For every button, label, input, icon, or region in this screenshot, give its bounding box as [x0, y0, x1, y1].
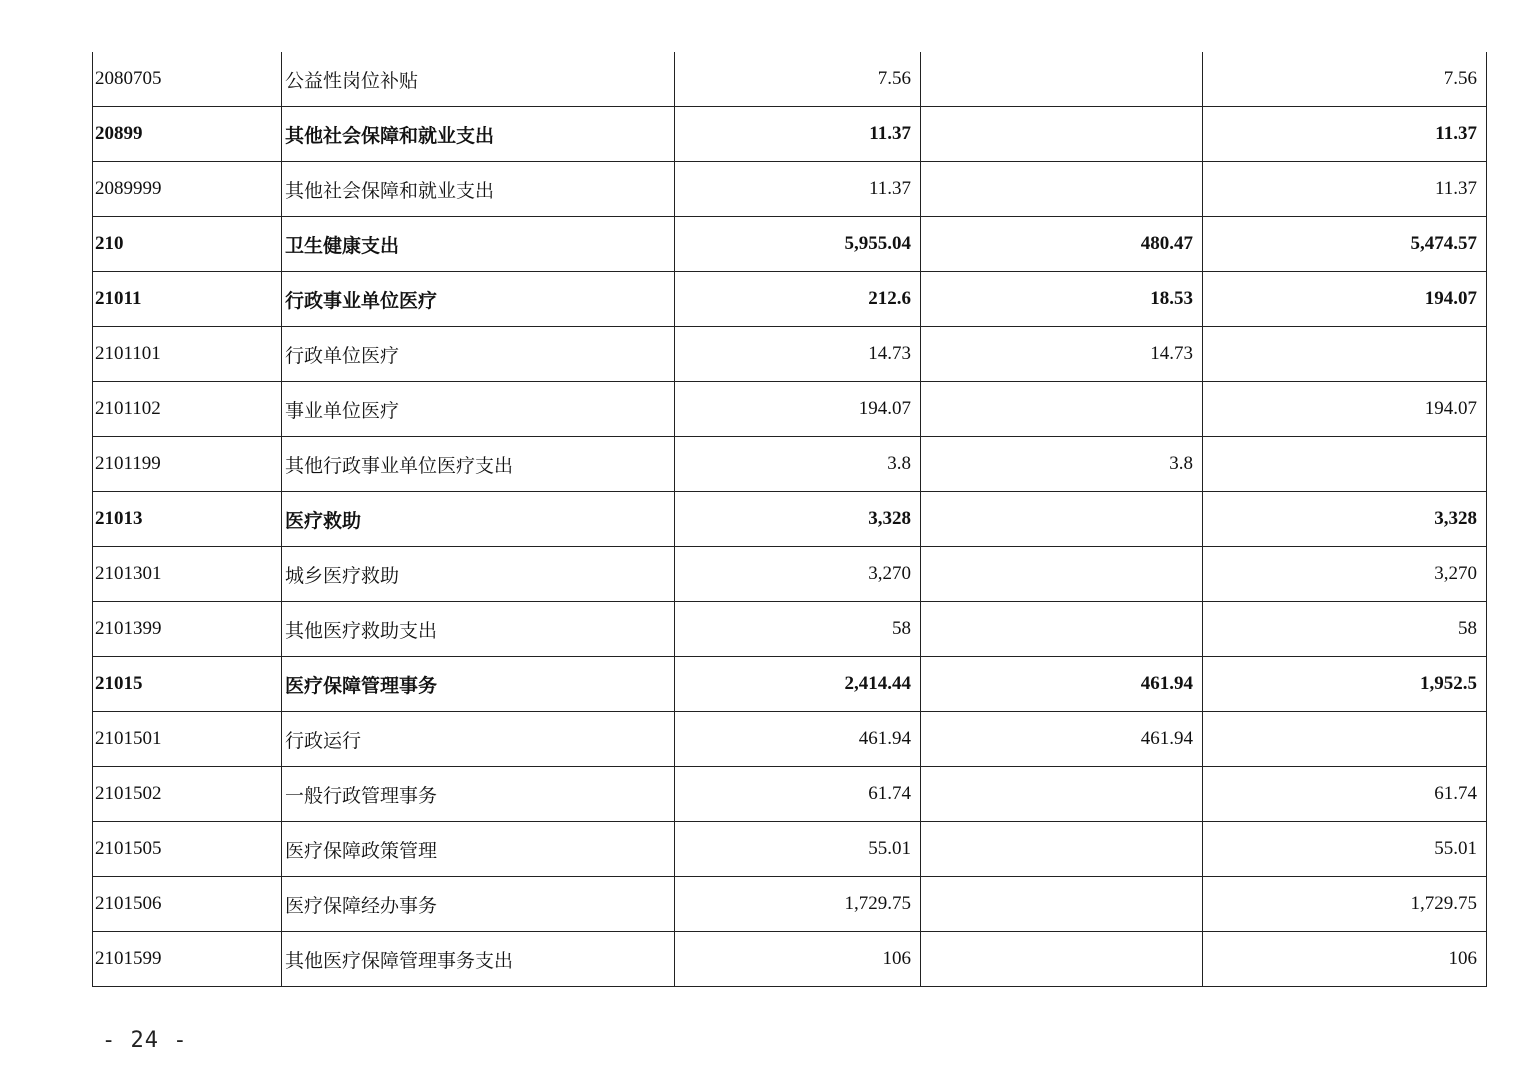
- cell-project: 3,270: [1203, 547, 1487, 602]
- cell-code: 21015: [93, 657, 282, 712]
- cell-total: 58: [675, 602, 921, 657]
- table-row: [93, 767, 1487, 822]
- cell-name: 卫生健康支出: [282, 217, 675, 272]
- cell-code: 210: [93, 217, 282, 272]
- table-row: [93, 877, 1487, 932]
- cell-project: 7.56: [1203, 52, 1487, 107]
- cell-code: 2101505: [93, 822, 282, 877]
- table-row: [93, 932, 1487, 987]
- cell-name: 其他社会保障和就业支出: [282, 107, 675, 162]
- table-row: [93, 602, 1487, 657]
- cell-code: 2101501: [93, 712, 282, 767]
- cell-project: 106: [1203, 932, 1487, 987]
- cell-basic: [921, 107, 1203, 162]
- cell-total: 3.8: [675, 437, 921, 492]
- table-row: [93, 107, 1487, 162]
- table-row: [93, 52, 1487, 107]
- table-row: [93, 657, 1487, 712]
- cell-total: 11.37: [675, 162, 921, 217]
- cell-name: 其他行政事业单位医疗支出: [282, 437, 675, 492]
- cell-basic: 3.8: [921, 437, 1203, 492]
- cell-total: 7.56: [675, 52, 921, 107]
- cell-name: 医疗保障政策管理: [282, 822, 675, 877]
- cell-code: 2101301: [93, 547, 282, 602]
- cell-project: 194.07: [1203, 382, 1487, 437]
- cell-project: 5,474.57: [1203, 217, 1487, 272]
- cell-total: 61.74: [675, 767, 921, 822]
- cell-total: 5,955.04: [675, 217, 921, 272]
- cell-project: 11.37: [1203, 162, 1487, 217]
- page-number: - 24 -: [102, 1028, 188, 1053]
- cell-basic: [921, 52, 1203, 107]
- table-row: [93, 712, 1487, 767]
- cell-total: 1,729.75: [675, 877, 921, 932]
- cell-project: 61.74: [1203, 767, 1487, 822]
- table-row: [93, 382, 1487, 437]
- cell-basic: [921, 382, 1203, 437]
- table-row: [93, 217, 1487, 272]
- cell-basic: [921, 162, 1203, 217]
- cell-name: 公益性岗位补贴: [282, 52, 675, 107]
- cell-basic: [921, 602, 1203, 657]
- cell-name: 医疗保障经办事务: [282, 877, 675, 932]
- cell-code: 20899: [93, 107, 282, 162]
- cell-basic: [921, 877, 1203, 932]
- cell-code: 2101399: [93, 602, 282, 657]
- budget-table-body: [93, 52, 1487, 987]
- cell-project: 1,729.75: [1203, 877, 1487, 932]
- cell-project: 58: [1203, 602, 1487, 657]
- cell-project: [1203, 712, 1487, 767]
- cell-name: 其他医疗救助支出: [282, 602, 675, 657]
- cell-total: 14.73: [675, 327, 921, 382]
- cell-total: 3,328: [675, 492, 921, 547]
- cell-code: 2101101: [93, 327, 282, 382]
- table-row: [93, 437, 1487, 492]
- table-row: [93, 547, 1487, 602]
- cell-project: [1203, 327, 1487, 382]
- cell-basic: 480.47: [921, 217, 1203, 272]
- cell-project: 3,328: [1203, 492, 1487, 547]
- cell-basic: [921, 767, 1203, 822]
- cell-name: 一般行政管理事务: [282, 767, 675, 822]
- cell-basic: [921, 932, 1203, 987]
- cell-project: 11.37: [1203, 107, 1487, 162]
- cell-name: 医疗救助: [282, 492, 675, 547]
- cell-project: 194.07: [1203, 272, 1487, 327]
- cell-name: 医疗保障管理事务: [282, 657, 675, 712]
- cell-name: 行政事业单位医疗: [282, 272, 675, 327]
- cell-project: [1203, 437, 1487, 492]
- cell-name: 行政运行: [282, 712, 675, 767]
- cell-name: 其他社会保障和就业支出: [282, 162, 675, 217]
- cell-code: 2101199: [93, 437, 282, 492]
- cell-code: 2101502: [93, 767, 282, 822]
- cell-total: 11.37: [675, 107, 921, 162]
- table-row: [93, 327, 1487, 382]
- cell-basic: [921, 547, 1203, 602]
- cell-total: 2,414.44: [675, 657, 921, 712]
- cell-basic: [921, 492, 1203, 547]
- table-row: [93, 822, 1487, 877]
- cell-total: 461.94: [675, 712, 921, 767]
- cell-code: 2089999: [93, 162, 282, 217]
- cell-basic: 461.94: [921, 712, 1203, 767]
- budget-table: [92, 52, 1487, 987]
- cell-basic: [921, 822, 1203, 877]
- table-row: [93, 272, 1487, 327]
- cell-code: 21011: [93, 272, 282, 327]
- cell-code: 21013: [93, 492, 282, 547]
- cell-name: 城乡医疗救助: [282, 547, 675, 602]
- cell-basic: 14.73: [921, 327, 1203, 382]
- cell-name: 其他医疗保障管理事务支出: [282, 932, 675, 987]
- cell-total: 55.01: [675, 822, 921, 877]
- cell-total: 194.07: [675, 382, 921, 437]
- cell-code: 2080705: [93, 52, 282, 107]
- cell-project: 1,952.5: [1203, 657, 1487, 712]
- cell-basic: 461.94: [921, 657, 1203, 712]
- cell-total: 3,270: [675, 547, 921, 602]
- cell-basic: 18.53: [921, 272, 1203, 327]
- cell-name: 行政单位医疗: [282, 327, 675, 382]
- table-row: [93, 492, 1487, 547]
- cell-total: 212.6: [675, 272, 921, 327]
- cell-name: 事业单位医疗: [282, 382, 675, 437]
- cell-total: 106: [675, 932, 921, 987]
- cell-code: 2101599: [93, 932, 282, 987]
- table-row: [93, 162, 1487, 217]
- cell-project: 55.01: [1203, 822, 1487, 877]
- cell-code: 2101102: [93, 382, 282, 437]
- cell-code: 2101506: [93, 877, 282, 932]
